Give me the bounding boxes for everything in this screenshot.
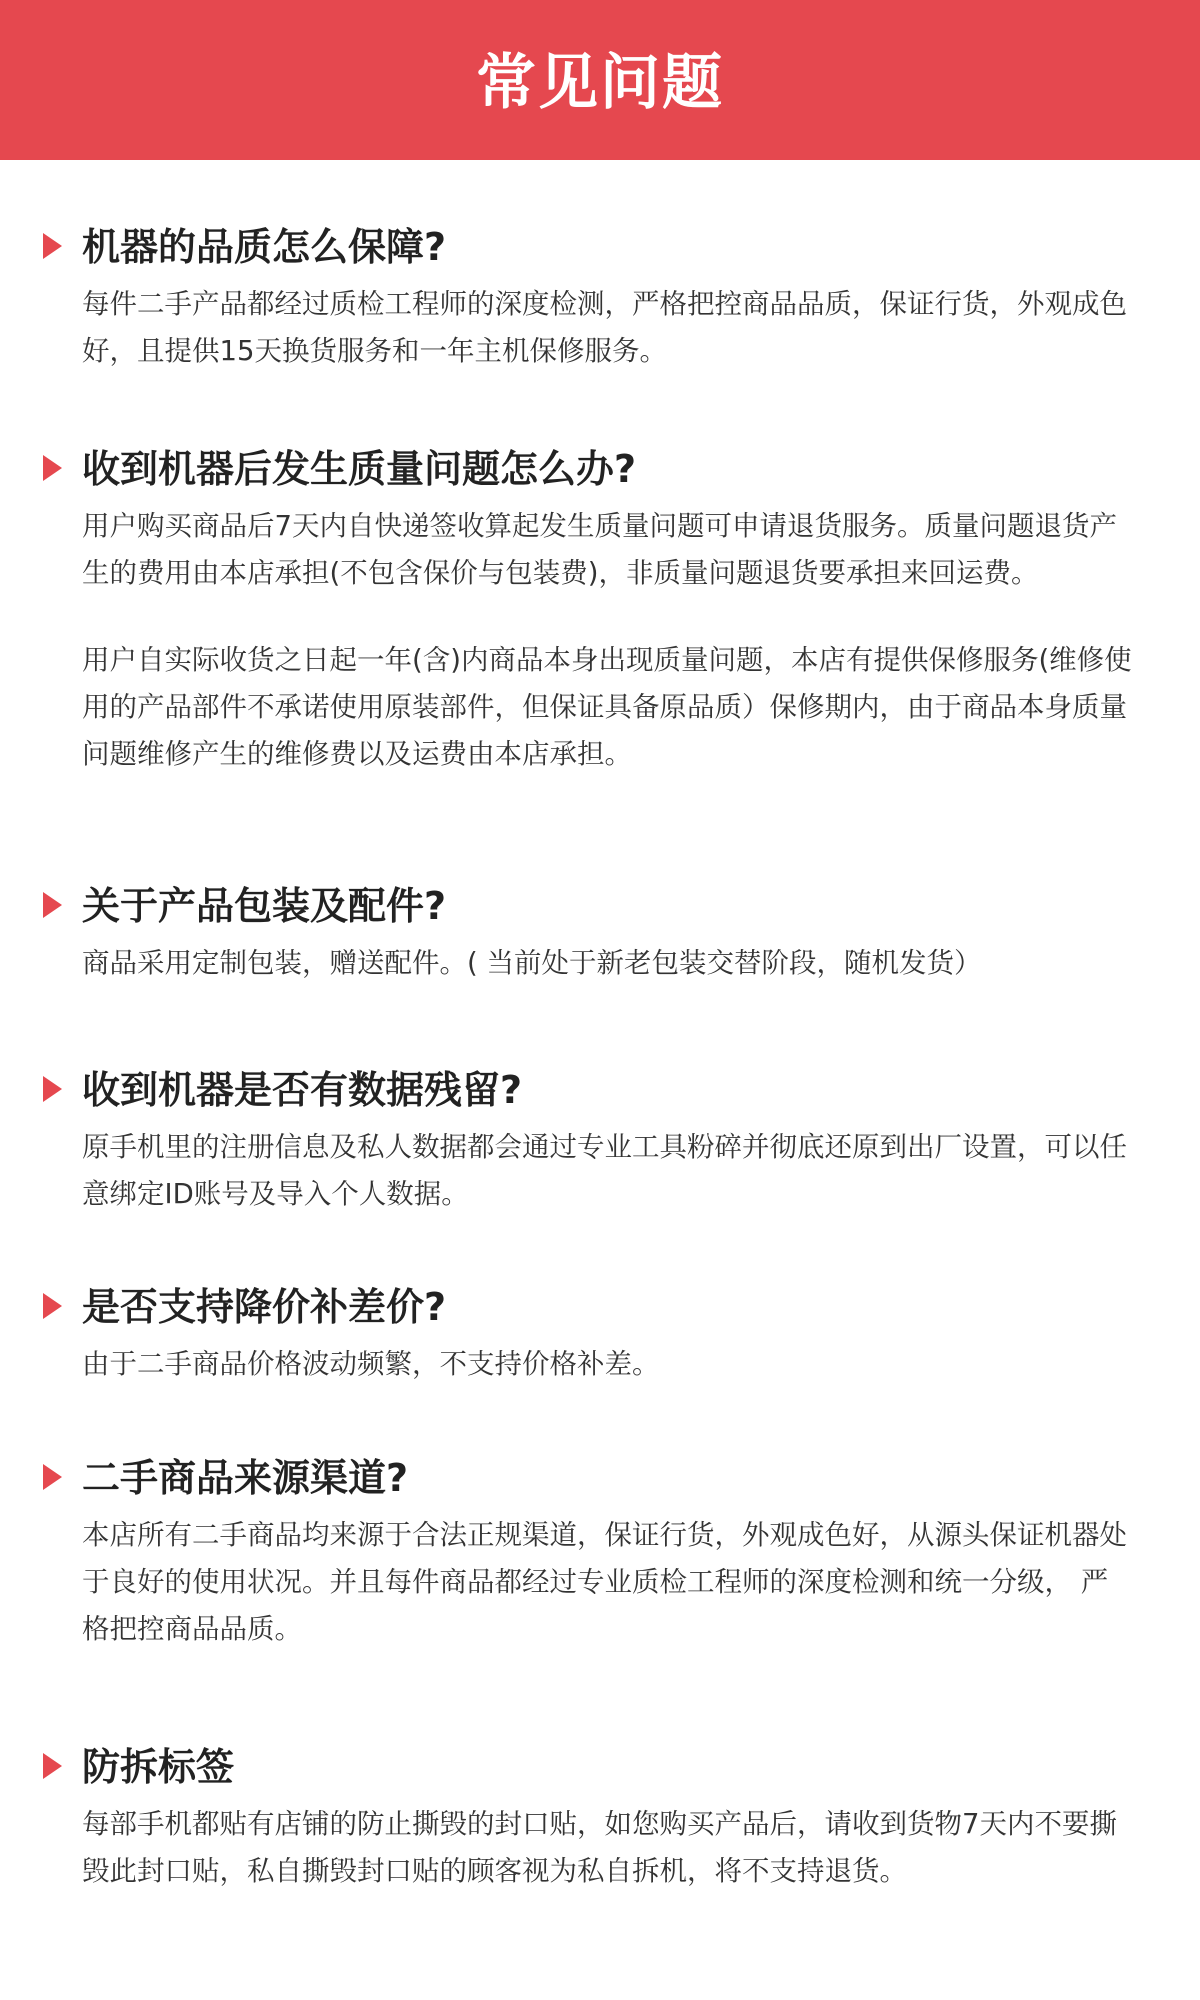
faq-answer-paragraph: 商品采用定制包装，赠送配件。( 当前处于新老包装交替阶段，随机发货） xyxy=(82,947,982,979)
faq-item-tamper-seal xyxy=(0,1737,1200,1895)
faq-item-price-protection xyxy=(0,1277,1200,1388)
faq-question-row xyxy=(0,217,1200,277)
faq-item-quality xyxy=(0,217,1200,375)
faq-question-row xyxy=(0,1737,1200,1797)
faq-answer-paragraph: 用户购买商品后7天内自快递签收算起发生质量问题可申请退货服务。质量问题退货产生的费用由本店承担(不包含保价与包装费)，非质量问题退货要承担来回运费。 xyxy=(82,510,1117,589)
faq-answer xyxy=(82,1341,1132,1388)
faq-answer xyxy=(82,281,1132,375)
faq-question: 二手商品来源渠道? xyxy=(82,1456,409,1500)
faq-question-row xyxy=(0,876,1200,936)
triangle-right-icon xyxy=(43,1293,62,1319)
faq-question-row xyxy=(0,1448,1200,1508)
faq-question: 收到机器是否有数据残留? xyxy=(82,1068,523,1112)
faq-answer-paragraph: 原手机里的注册信息及私人数据都会通过专业工具粉碎并彻底还原到出厂设置，可以任意绑定ID账号及导入个人数据。 xyxy=(82,1131,1127,1210)
faq-item-quality-issue xyxy=(0,439,1200,778)
triangle-right-icon xyxy=(43,455,62,481)
faq-answer-paragraph: 每部手机都贴有店铺的防止撕毁的封口贴，如您购买产品后，请收到货物7天内不要撕毁此封口贴，私自撕毁封口贴的顾客视为私自拆机，将不支持退货。 xyxy=(82,1808,1117,1887)
faq-question: 关于产品包装及配件? xyxy=(82,884,447,928)
faq-question-row xyxy=(0,1060,1200,1120)
faq-answer xyxy=(82,1512,1132,1653)
triangle-right-icon xyxy=(43,233,62,259)
faq-item-source-channel xyxy=(0,1448,1200,1653)
faq-question: 是否支持降价补差价? xyxy=(82,1285,447,1329)
faq-answer-paragraph: 每件二手产品都经过质检工程师的深度检测，严格把控商品品质，保证行货，外观成色好，且提供15天换货服务和一年主机保修服务。 xyxy=(82,288,1127,367)
triangle-right-icon xyxy=(43,1753,62,1779)
faq-answer xyxy=(82,1801,1132,1895)
faq-question-row xyxy=(0,1277,1200,1337)
faq-question: 防拆标签 xyxy=(82,1745,235,1789)
page-header xyxy=(0,0,1200,160)
faq-answer xyxy=(82,1124,1132,1218)
faq-answer-paragraph: 本店所有二手商品均来源于合法正规渠道，保证行货，外观成色好，从源头保证机器处于良好的使用状况。并且每件商品都经过专业质检工程师的深度检测和统一分级， 严格把控商品品质。 xyxy=(82,1519,1127,1645)
faq-question: 机器的品质怎么保障? xyxy=(82,225,447,269)
triangle-right-icon xyxy=(43,1464,62,1490)
faq-answer-paragraph: 由于二手商品价格波动频繁，不支持价格补差。 xyxy=(82,1348,660,1380)
faq-item-packaging xyxy=(0,876,1200,987)
faq-item-data-residue xyxy=(0,1060,1200,1218)
faq-answer xyxy=(82,503,1132,778)
faq-question: 收到机器后发生质量问题怎么办? xyxy=(82,447,637,491)
page-title: 常见问题 xyxy=(476,48,724,118)
triangle-right-icon xyxy=(43,1076,62,1102)
faq-answer xyxy=(82,940,1132,987)
faq-question-row xyxy=(0,439,1200,499)
triangle-right-icon xyxy=(43,892,62,918)
faq-answer-paragraph: 用户自实际收货之日起一年(含)内商品本身出现质量问题，本店有提供保修服务(维修使用的产品部件不承诺使用原装部件，但保证具备原品质）保修期内，由于商品本身质量问题维修产生的维修费以及运费由本店承担。 xyxy=(82,644,1132,770)
